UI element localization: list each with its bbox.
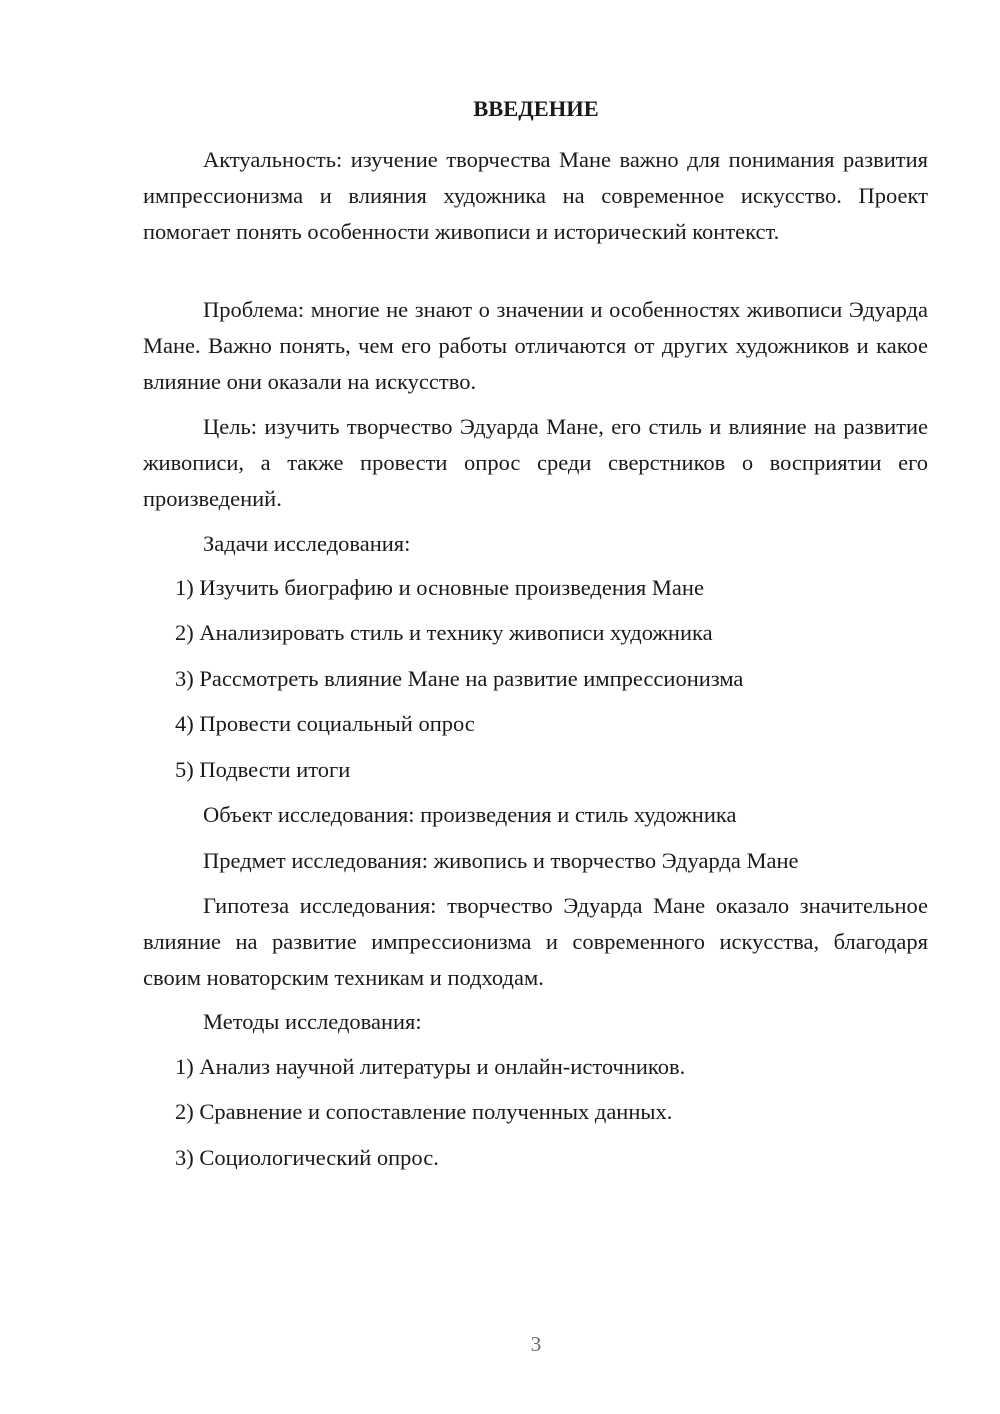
method-item: 1) Анализ научной литературы и онлайн-источников. [175,1054,686,1079]
task-item: 5) Подвести итоги [175,757,351,782]
section-heading: ВВЕДЕНИЕ [473,96,599,121]
relevance-paragraph: Актуальность: изучение творчества Мане важно для понимания развития импрессионизма и влияния художника на современное искусство. Проект помогает понять особенности живописи и исторический контекст. [143,147,928,244]
tasks-title: Задачи исследования: [203,531,411,556]
page-number: 3 [530,1332,542,1356]
task-item: 1) Изучить биографию и основные произведения Мане [175,575,704,600]
problem-paragraph: Проблема: многие не знают о значении и особенностях живописи Эдуарда Мане. Важно понять, чем его работы отличаются от других художников и какое влияние они оказали на искусство. [143,297,928,394]
research-object: Объект исследования: произведения и стиль художника [203,802,737,827]
research-subject: Предмет исследования: живопись и творчество Эдуарда Мане [203,848,799,873]
task-item: 2) Анализировать стиль и технику живописи художника [175,620,713,645]
method-item: 2) Сравнение и сопоставление полученных данных. [175,1099,673,1124]
methods-title: Методы исследования: [203,1009,422,1034]
method-item: 3) Социологический опрос. [175,1145,439,1170]
hypothesis-paragraph: Гипотеза исследования: творчество Эдуарда Мане оказало значительное влияние на развитие импрессионизма и современного искусства, благодаря своим новаторским техникам и подходам. [143,893,928,990]
goal-paragraph: Цель: изучить творчество Эдуарда Мане, его стиль и влияние на развитие живописи, а также провести опрос среди сверстников о восприятии его произведений. [143,414,928,511]
task-item: 3) Рассмотреть влияние Мане на развитие импрессионизма [175,666,744,691]
task-item: 4) Провести социальный опрос [175,711,475,736]
